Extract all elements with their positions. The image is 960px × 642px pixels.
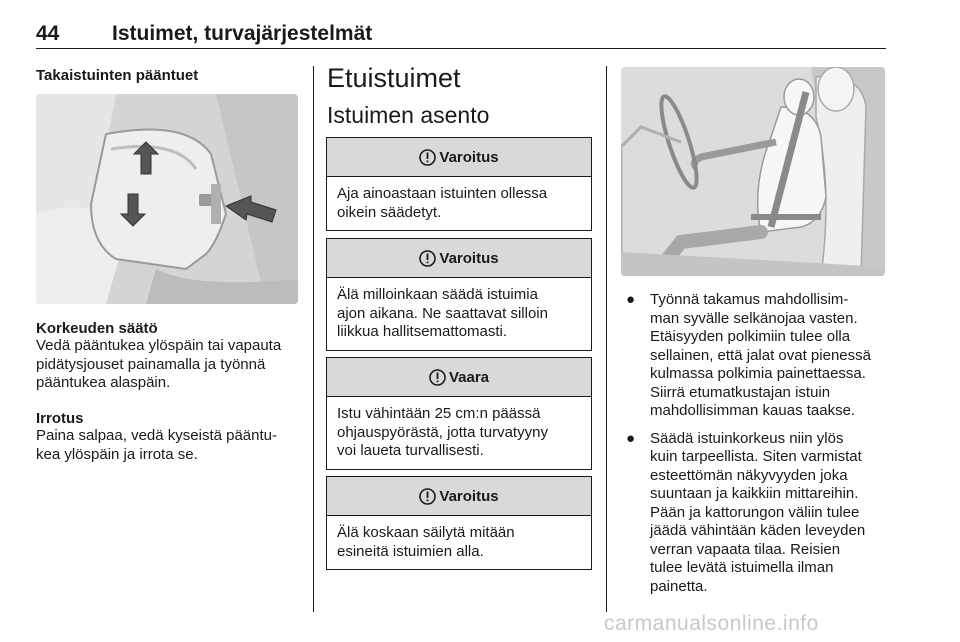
list-item	[620, 291, 890, 421]
page-number: 44	[36, 22, 60, 45]
bullet-icon: ●	[626, 429, 636, 447]
body-line: Vedä pääntukea ylöspäin tai vapauta	[36, 337, 282, 354]
warning-line: esineitä istuimien alla.	[337, 542, 484, 560]
danger-body	[327, 397, 591, 469]
danger-header	[327, 358, 591, 397]
list-line: man syvälle selkänojaa vasten.	[650, 309, 858, 327]
warning-line: Älä koskaan säilytä mitään	[337, 524, 515, 541]
chapter-heading: Etuistuimet	[327, 63, 461, 93]
list-line: mahdollisimman kauas taakse.	[650, 402, 856, 419]
list-line: Etäisyyden polkimiin tulee olla	[650, 328, 851, 345]
warning-body	[327, 278, 591, 350]
list-item	[620, 430, 890, 597]
warning-line: Aja ainoastaan istuinten ollessa	[337, 185, 548, 202]
warning-header	[327, 477, 591, 516]
body-line: pääntukea alaspäin.	[36, 374, 171, 391]
warning-header	[327, 138, 591, 177]
list-line: tulee levätä istuimella ilman	[650, 559, 834, 576]
danger-line: voi laueta turvallisesti.	[337, 442, 484, 459]
list-line: Työnnä takamus mahdollisim-	[650, 291, 849, 308]
warning-box	[326, 238, 592, 351]
warning-line: ajon aikana. Ne saattavat silloin	[337, 304, 548, 322]
warning-body	[327, 177, 591, 230]
list-line: kulmassa polkimia painettaessa.	[650, 365, 866, 382]
danger-line: Istu vähintään 25 cm:n päässä	[337, 405, 541, 422]
warning-box	[326, 476, 592, 570]
watermark: carmanualsonline.info	[604, 612, 819, 635]
warning-icon	[419, 250, 436, 267]
list-line: Säädä istuinkorkeus niin ylös	[650, 429, 844, 447]
warning-body	[327, 516, 591, 569]
warning-header	[327, 239, 591, 278]
warning-label: Varoitus	[439, 487, 499, 505]
danger-label: Vaara	[448, 368, 490, 386]
warning-line: Älä milloinkaan säädä istuimia	[337, 286, 538, 303]
danger-line: ohjauspyörästä, jotta turvatyyny	[337, 423, 548, 441]
header-divider	[36, 48, 886, 49]
section-heading-seat-position: Istuimen asento	[327, 102, 490, 128]
warning-icon	[419, 488, 436, 505]
subheading-removal: Irrotus	[36, 410, 84, 427]
headrest-illustration	[36, 94, 298, 304]
instruction-list	[620, 291, 890, 605]
column-divider-left	[313, 66, 314, 612]
warning-label: Varoitus	[439, 249, 499, 267]
list-line: verran vapaata tilaa. Reisien	[650, 540, 841, 558]
list-line: jäädä vähintään käden leveyden	[650, 522, 866, 539]
list-line: suuntaan ja kaikkiin mittareihin.	[650, 485, 859, 502]
section-heading-headrests: Takaistuinten pääntuet	[36, 67, 199, 84]
body-line: Paina salpaa, vedä kyseistä pääntu-	[36, 427, 277, 444]
warning-label: Varoitus	[439, 148, 499, 166]
warning-line: liikkua hallitsemattomasti.	[337, 323, 508, 340]
list-line: painetta.	[650, 577, 708, 595]
seated-driver-illustration	[621, 67, 885, 276]
column-divider-right	[606, 66, 607, 612]
list-line: sellainen, että jalat ovat pienessä	[650, 346, 871, 364]
body-line: pidätysjouset painamalla ja työnnä	[36, 355, 266, 373]
list-line: Pään ja kattorungon väliin tulee	[650, 503, 860, 521]
danger-box	[326, 357, 592, 470]
list-line: esteettömän näkyvyyden joka	[650, 466, 848, 484]
section-height-adjust	[36, 320, 306, 393]
section-removal	[36, 410, 306, 464]
danger-icon	[429, 369, 446, 386]
warning-icon	[419, 149, 436, 166]
list-line: kuin tarpeellista. Siten varmistat	[650, 448, 862, 465]
page-title: Istuimet, turvajärjestelmät	[112, 22, 373, 45]
list-line: Siirrä etumatkustajan istuin	[650, 383, 831, 401]
body-line: kea ylöspäin ja irrota se.	[36, 445, 198, 463]
subheading-height-adjust: Korkeuden säätö	[36, 320, 158, 337]
warning-line: oikein säädetyt.	[337, 203, 442, 221]
bullet-icon: ●	[626, 291, 636, 308]
warning-box	[326, 137, 592, 231]
